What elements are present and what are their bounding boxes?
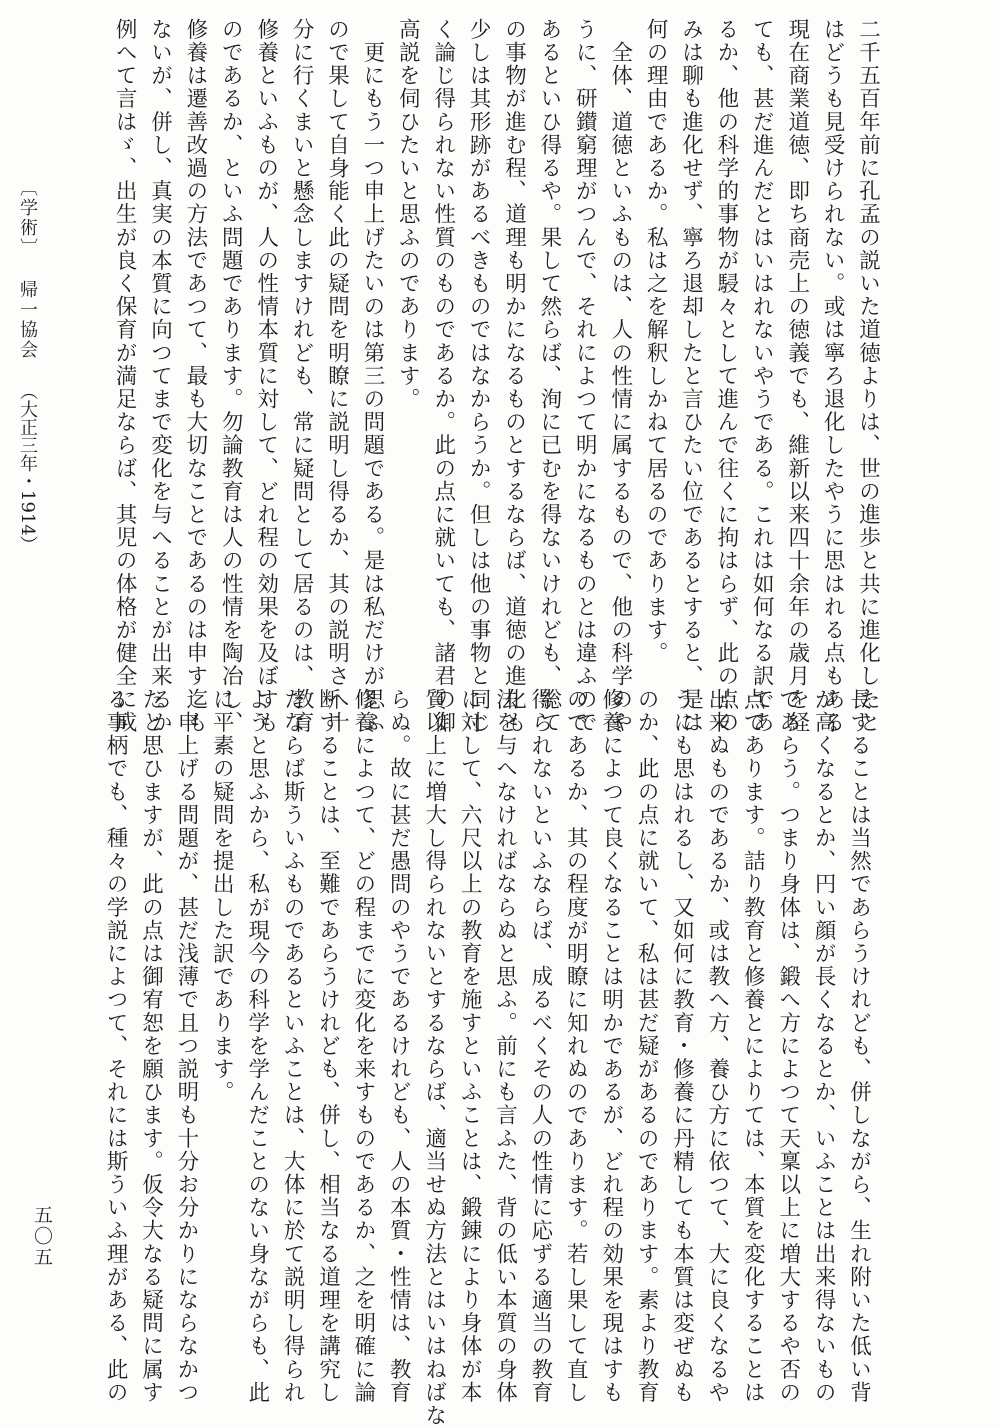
text-column: 高説を伺ひたいと思ふのであります。 [395, 18, 421, 411]
text-column: たと思ひますが、此の点は御宥恕を願ひます。仮令大なる疑問に属す [138, 688, 164, 1405]
text-column: うにも思はれるし、又如何に教育・修養に丹精しても本質は変ぜぬも [669, 688, 695, 1405]
text-column: ようと思ふから、私が現今の科学を学んだことのない身ながらも、此 [244, 688, 270, 1405]
text-column: 現在商業道徳、即ち商売上の徳義でも、維新以来四十余年の歳月を経 [784, 18, 810, 735]
text-column: ないが、併し、真実の本質に向つてまで変化を与へることが出来るか [147, 18, 173, 735]
text-column: 長することは当然であらうけれども、併しながら、生れ附いた低い背 [846, 688, 872, 1405]
text-column: たならば斯ういふものであるといふことは、大体に於て説明し得られ [280, 688, 306, 1405]
text-column: のであるか、といふ問題であります。勿論教育は人の性情を陶冶し、 [218, 18, 244, 735]
text-column: ので果して自身能く此の疑問を明瞭に説明し得るか、其の説明さへ十 [324, 18, 350, 735]
text-column: うに、研鑚窮理がつんで、それによつて明かになるものとは違ふので [572, 18, 598, 735]
text-column: のか、此の点に就いて、私は甚だ疑があるのであります。素より教育 [634, 688, 660, 1405]
text-column: 修養によつて良くなることは明かであるが、どれ程の効果を現はすも [598, 688, 624, 1405]
text-column: 点であります。詰り教育と修養とによりては、本質を変化することは [740, 688, 766, 1405]
text-column: 例へて言はゞ、出生が良く保育が満足ならば、其児の体格が健全に成 [112, 18, 138, 735]
text-column: 何の理由であるか。私は之を解釈しかねて居るのであります。 [643, 18, 669, 665]
text-column: 修養によつて、どの程までに変化を来すものであるか、之を明確に論 [350, 688, 376, 1405]
text-column: が高くなるとか、円い顔が長くなるとか、いふことは出来得ないもの [811, 688, 837, 1405]
text-column: 断することは、至難であらうけれども、併し、相当なる道理を講究し [315, 688, 341, 1405]
text-column: に対して、六尺以上の教育を施すといふことは、鍛錬により身体が本 [457, 688, 483, 1405]
text-column: 少しは其形跡があるべきものではなからうか。但しは他の事物と同じ [466, 18, 492, 735]
text-column: の事物が進む程、道理も明かになるものとするならば、道徳の進化も [501, 18, 527, 735]
text-column: 更にもう一つ申上げたいのは第三の問題である。是は私だけが思ふ [359, 18, 385, 735]
text-column: ても、甚だ進んだとはいはれないやうである。これは如何なる訳であ [749, 18, 775, 735]
text-column: あるといひ得るや。果して然らば、洵に已むを得ないけれども、総て [536, 18, 562, 735]
text-column: く論じ得られない性質のものであるか。此の点に就いても、諸君の御 [430, 18, 456, 735]
running-header [18, 178, 36, 554]
text-column: みは聊も進化せず、寧ろ退却したと言ひたい位であるとすると、是は [678, 18, 704, 735]
header-title: 帰一協会 [17, 280, 38, 360]
text-column: る事柄でも、種々の学説によつて、それには斯ういふ理がある、此の [103, 688, 129, 1405]
text-column: であらう。つまり身体は、鍛へ方によつて天稟以上に増大するや否の [775, 688, 801, 1405]
text-column: 修養は遷善改過の方法であつて、最も大切なことであるのは申す迄も [182, 18, 208, 735]
header-section: 〔学術〕 [17, 178, 38, 258]
text-column: らぬ。故に甚だ愚問のやうであるけれども、人の本質・性情は、教育 [386, 688, 412, 1405]
text-column: 全体、道徳といふものは、人の性情に属するもので、他の科学のや [607, 18, 633, 735]
text-column: 修養といふものが、人の性情本質に対して、どれ程の効果を及ぼすも [253, 18, 279, 735]
header-year: （大正三年・1914） [17, 382, 38, 554]
text-column: のであるか、其の程度が明瞭に知れぬのであります。若し果して直し [563, 688, 589, 1405]
text-column: 二千五百年前に孔孟の説いた道徳よりは、世の進歩と共に進化したと [855, 18, 881, 735]
text-column: 質以上に増大し得られないとするならば、適当せぬ方法とはいはねばな [421, 688, 447, 1427]
text-column: 出来ぬものであるか、或は教へ方、養ひ方に依つて、大に良くなるや [704, 688, 730, 1405]
page-number: 五〇五 [31, 1205, 53, 1268]
text-column: 分に行くまいと懸念しますけれども、常に疑問として居るのは、教育 [289, 18, 315, 735]
text-column: 得られないといふならば、成るべくその人の性情に応ずる適当の教育 [527, 688, 553, 1405]
text-column: に平素の疑問を提出した訳であります。 [209, 688, 235, 1104]
text-column: るか、他の科学的事物が駸々として進んで往くに拘はらず、此の点の [713, 18, 739, 735]
text-column: 法を与へなければならぬと思ふ。前にも言ふた、背の低い本質の身体 [492, 688, 518, 1405]
text-column: 申上げる問題が、甚だ浅薄で且つ説明も十分お分かりにならなかつ [173, 688, 199, 1405]
text-column: はどうも見受けられない。或は寧ろ退化したやうに思はれる点もある [820, 18, 846, 735]
